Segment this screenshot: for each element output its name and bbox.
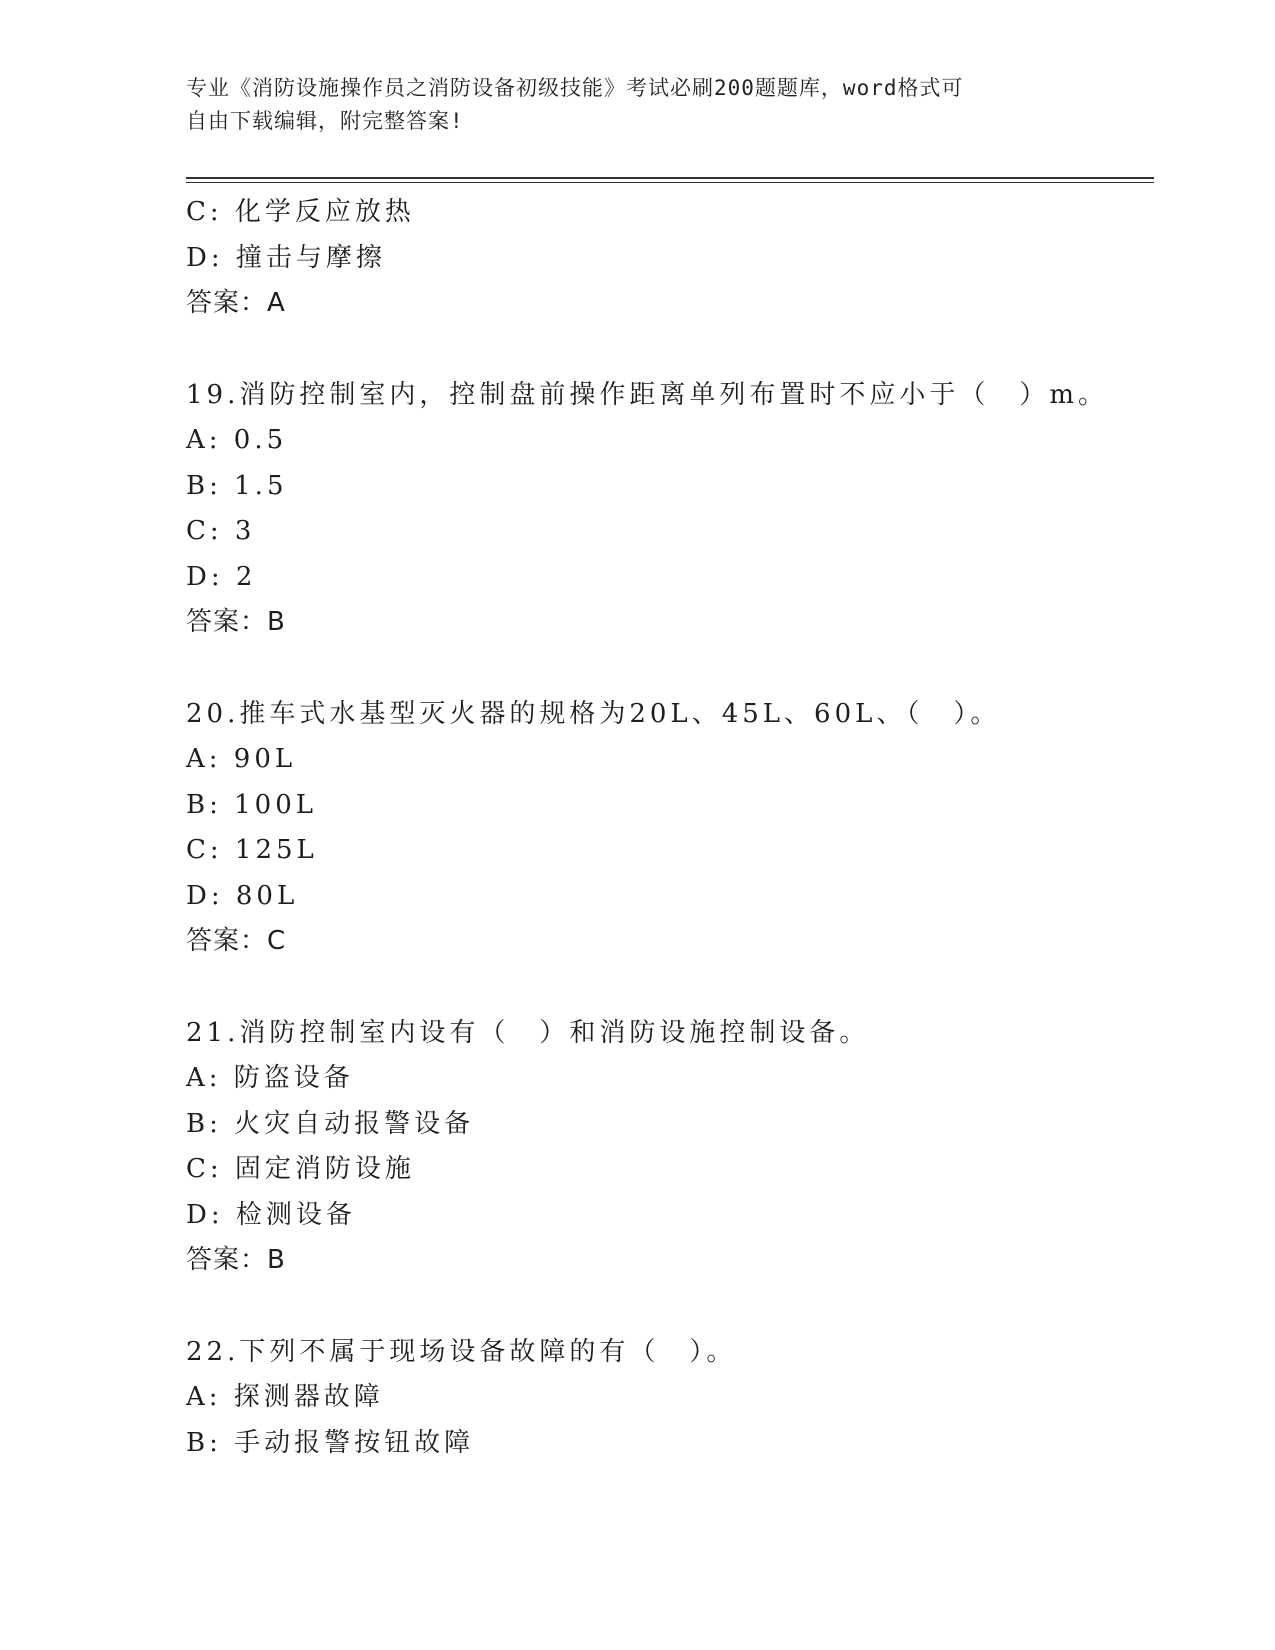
question-stem: 20.推车式水基型灭火器的规格为20L、45L、60L、（ ）。: [186, 698, 1001, 729]
option-c: C: 化学反应放热: [186, 197, 415, 227]
option-d: D: 撞击与摩擦: [186, 242, 386, 273]
header-title-line-1: 专业《消防设施操作员之消防设备初级技能》考试必刷200题题库，word格式可: [186, 76, 964, 100]
option-d: D: 检测设备: [186, 1199, 356, 1230]
header-divider-thick: [186, 177, 1154, 179]
answer-line: 答案：B: [186, 607, 286, 637]
answer-line: 答案：C: [186, 926, 287, 956]
spacer: [186, 327, 1146, 373]
question-22: [186, 1330, 1146, 1467]
page-header: [186, 72, 1066, 138]
question-21: [186, 1011, 1146, 1284]
option-a: A: 探测器故障: [186, 1382, 384, 1412]
spacer: [186, 646, 1146, 692]
question-list: [186, 190, 1146, 1466]
option-a: A: 防盗设备: [186, 1063, 354, 1093]
option-b: B: 1.5: [186, 470, 288, 501]
option-a: A: 0.5: [186, 425, 288, 455]
header-title-line-2: 自由下载编辑，附完整答案!: [186, 109, 464, 133]
question-19: [186, 373, 1146, 646]
question-18-continuation: [186, 190, 1146, 327]
question-stem: 19.消防控制室内，控制盘前操作距离单列布置时不应小于（ ）m。: [186, 379, 1109, 410]
header-divider-thin: [186, 182, 1154, 183]
option-b: B: 火灾自动报警设备: [186, 1108, 475, 1139]
spacer: [186, 1284, 1146, 1330]
spacer: [186, 965, 1146, 1011]
option-a: A: 90L: [186, 744, 297, 774]
question-stem: 22.下列不属于现场设备故障的有（ ）。: [186, 1336, 737, 1367]
option-d: D: 80L: [186, 880, 299, 911]
question-20: [186, 692, 1146, 965]
option-d: D: 2: [186, 561, 257, 592]
answer-line: 答案：A: [186, 288, 286, 318]
option-c: C: 125L: [186, 835, 318, 865]
option-c: C: 3: [186, 516, 256, 546]
option-b: B: 手动报警按钮故障: [186, 1427, 475, 1458]
option-c: C: 固定消防设施: [186, 1154, 415, 1184]
answer-line: 答案：B: [186, 1245, 286, 1275]
option-b: B: 100L: [186, 789, 318, 820]
question-stem: 21.消防控制室内设有（ ）和消防设施控制设备。: [186, 1017, 870, 1048]
